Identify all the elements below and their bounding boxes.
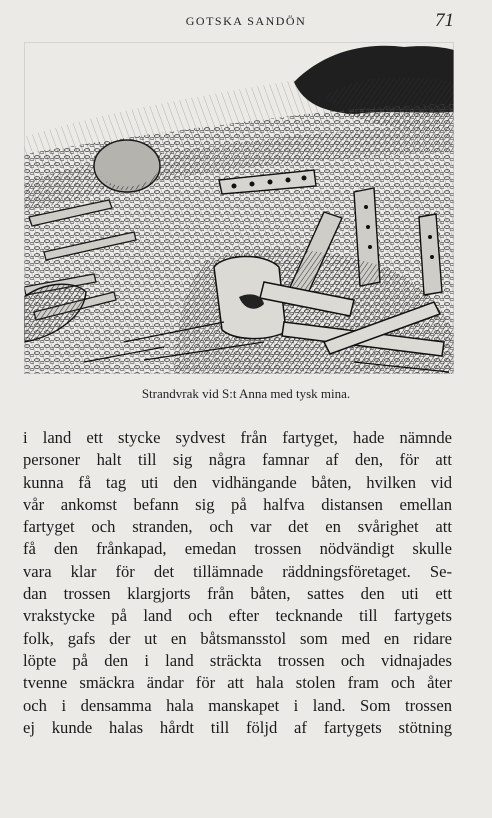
text-line: ej kunde halas hårdt till följd af fartygets stötning [23, 717, 452, 737]
page-number: 71 [435, 10, 454, 31]
text-line: i land ett stycke sydvest från fartyget, hade nämnde [23, 428, 452, 447]
text-line: dan trossen klargjorts från båten, sattes den uti ett [23, 584, 452, 604]
text-line: och i densamma hala manskapet i land. Som trossen [23, 695, 452, 715]
text-line: kunna få tag uti den vidhängande båten, hvilken vid [23, 472, 452, 492]
text-line: folk, gafs der ut en båtsmansstol som med en ridare [23, 628, 452, 648]
running-head: GOTSKA SANDÖN [185, 14, 307, 28]
figure-caption: Strandvrak vid S:t Anna med tysk mina. [141, 386, 351, 401]
text-line: tvenne smäckra ändar för att hala stolen fram och åter [23, 673, 452, 693]
text-line: vår ankomst befann sig på halfva distansen emellan [23, 494, 452, 514]
text-line: fartyget och stranden, och var det en svårighet att [23, 517, 452, 537]
text-line: vara klar för det tillämnade räddningsföretaget. Se- [23, 561, 452, 581]
text-line: löpte på den i land sträckta trossen och vidnajades [23, 650, 452, 670]
text-line: få den frånkapad, emedan trossen nödvändigt skulle [23, 539, 452, 559]
text-line: vrakstycke på land och efter tecknande till fartygets [23, 606, 452, 626]
text-line: personer halt till sig några famnar af den, för att [23, 450, 452, 470]
body-paragraph [23, 427, 452, 739]
shipwreck-illustration [24, 42, 454, 374]
